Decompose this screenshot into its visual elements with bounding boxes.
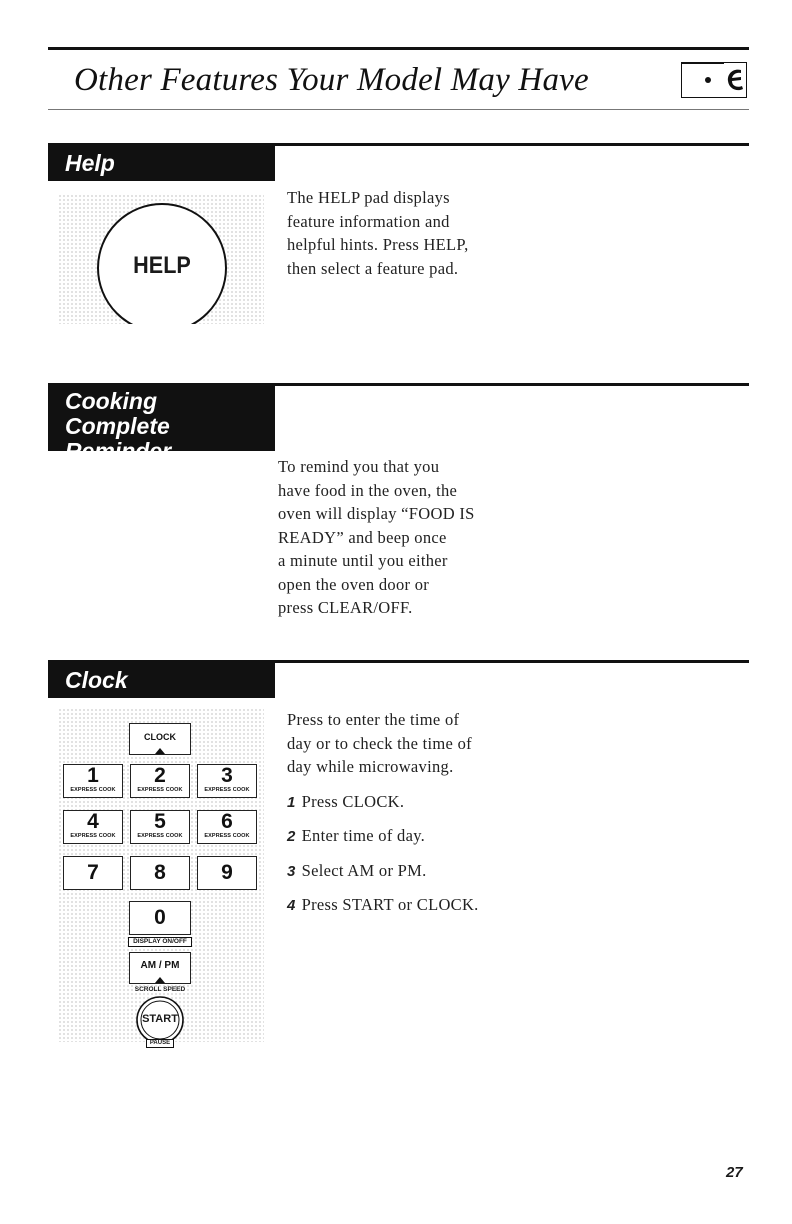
reminder-tab-line1: Cooking Complete [65,388,170,439]
display-on-off-label: DISPLAY ON/OFF [128,937,192,947]
reminder-line: have food in the oven, the [278,480,458,500]
help-line: The HELP pad displays [287,188,450,207]
express-cook-label: EXPRESS COOK [137,787,183,793]
pause-label: PAUSE [146,1039,174,1048]
help-tab-label: Help [65,150,115,176]
clock-intro-line: day or to check the time of [287,733,472,753]
clock-section-rule [275,660,749,663]
express-cook-label: EXPRESS COOK [70,787,116,793]
digit-label: 1 [87,764,99,787]
step-number: 1 [287,793,296,811]
clock-step-2 [287,824,567,849]
ampm-pad-label: AM / PM [140,960,180,971]
help-line: helpful hints. Press HELP, [287,235,469,254]
digit-pad-1 [63,764,123,798]
help-line: feature information and [287,211,450,231]
express-cook-label: EXPRESS COOK [70,833,116,839]
digit-label: 4 [87,810,99,833]
digit-label: 7 [87,861,99,884]
help-line: then select a feature pad. [287,258,459,278]
digit-label: 0 [154,906,166,929]
help-illustration [58,194,264,324]
help-section-rule [275,143,749,146]
page-number: 27 [726,1164,743,1181]
reminder-line: a minute until you either [278,551,448,570]
express-cook-label: EXPRESS COOK [204,833,250,839]
clock-intro-line: day while microwaving. [287,757,454,776]
reminder-line: open the oven door or [278,574,430,594]
clock-pad-arrow-icon [155,748,165,754]
step-text: Press START or CLOCK. [301,895,479,914]
digit-pad-6 [197,810,257,844]
digit-label: 9 [221,861,233,884]
reminder-section-rule [275,383,749,386]
digit-pad-9 [197,856,257,890]
step-number: 4 [287,897,296,914]
clock-step-3 [287,859,567,884]
ampm-pad-arrow-icon [155,977,165,983]
digit-pad-3 [197,764,257,798]
digit-label: 2 [154,764,166,787]
brand-logo-icon [681,62,747,98]
digit-label: 5 [154,810,166,833]
step-text: Enter time of day. [301,826,426,845]
keypad-illustration [58,708,264,1046]
header-top-rule [48,47,749,50]
reminder-tab-line2: Reminder [65,438,172,464]
reminder-section-tab [48,383,275,464]
digit-pad-8 [130,856,190,890]
step-number: 2 [287,828,296,845]
express-cook-label: EXPRESS COOK [204,787,250,793]
reminder-line: press CLEAR/OFF. [278,598,413,617]
clock-pad-label: CLOCK [144,732,176,742]
reminder-line: To remind you that you [278,457,440,476]
digit-pad-0 [129,901,191,935]
page-title: Other Features Your Model May Have [74,62,589,98]
digit-pad-5 [130,810,190,844]
express-cook-label: EXPRESS COOK [137,833,183,839]
digit-label: 8 [154,861,166,884]
clock-intro-line: Press to enter the time of [287,710,460,729]
step-text: Press CLOCK. [301,791,405,811]
clock-description [287,708,567,918]
step-number: 3 [287,862,296,880]
step-text: Select AM or PM. [301,860,427,880]
help-description [287,186,547,280]
reminder-description [278,455,538,620]
digit-pad-7 [63,856,123,890]
start-button-label: START [142,1013,178,1025]
clock-section-tab [48,660,275,698]
help-pad-label: HELP [133,252,191,279]
scroll-speed-label: SCROLL SPEED [134,986,186,993]
reminder-line: oven will display “FOOD IS [278,504,475,523]
clock-tab-label: Clock [65,667,128,693]
reminder-line: READY” and beep once [278,527,447,547]
digit-label: 6 [221,810,233,833]
digit-pad-4 [63,810,123,844]
header-bottom-rule [48,109,749,110]
clock-step-1 [287,790,567,815]
digit-pad-2 [130,764,190,798]
digit-label: 3 [221,764,233,787]
clock-step-4 [287,893,567,918]
help-section-tab [48,143,275,181]
